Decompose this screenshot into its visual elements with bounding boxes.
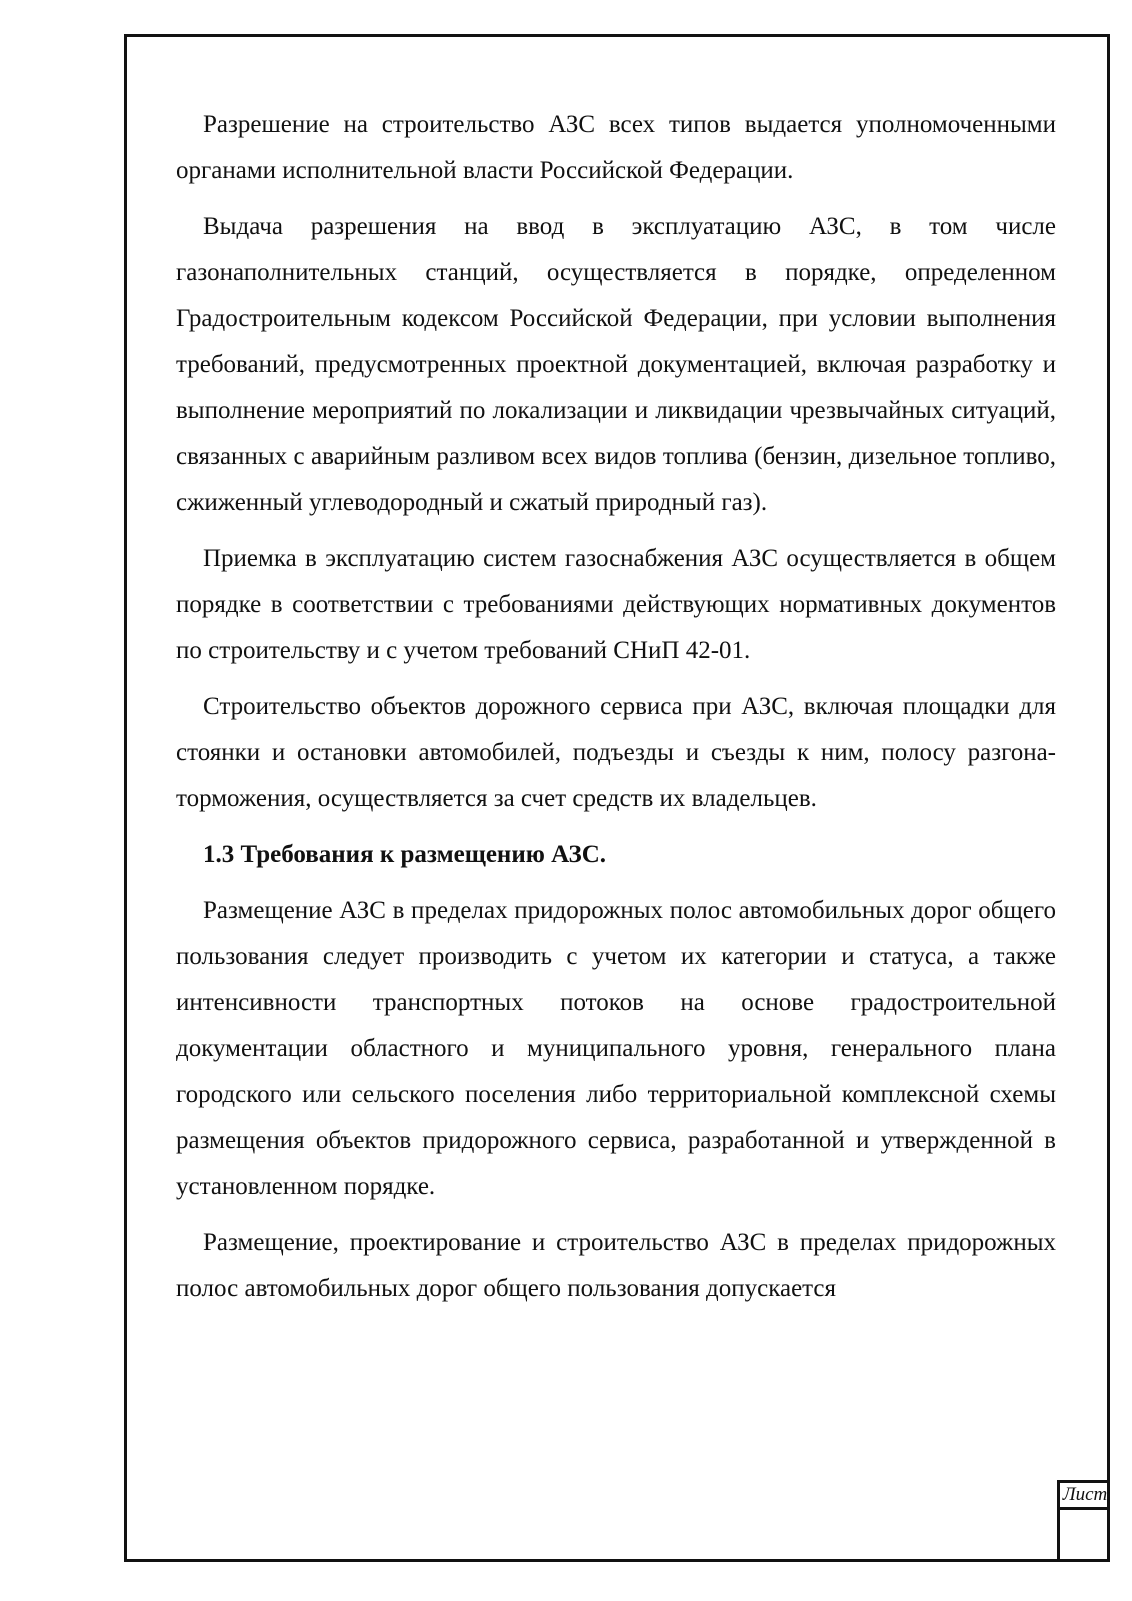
paragraph: Размещение АЗС в пределах придорожных полос автомобильных дорог общего пользования следует производить с учетом их категории и статуса, а также интенсивности транспортных потоков на основе градостроительной документации областного и муниципального уровня, генерального плана городского или сельского поселения либо территориальной комплексной схемы размещения объектов придорожного сервиса, разработанной и утвержденной в установленном порядке. [176, 897, 1056, 1200]
sheet-stamp [1057, 1480, 1110, 1562]
section-heading: 1.3 Требования к размещению АЗС. [203, 841, 607, 868]
paragraph: Строительство объектов дорожного сервиса при АЗС, включая площадки для стоянки и остановки автомобилей, подъезды и съезды к ним, полосу разгона-торможения, осуществляется за счет средств их владельцев. [176, 693, 1056, 812]
paragraph: Выдача разрешения на ввод в эксплуатацию АЗС, в том числе газонаполнительных станций, осуществляется в порядке, определенном Градостроительным кодексом Российской Федерации, при условии выполнения требований, предусмотренных проектной документацией, включая разработку и выполнение мероприятий по локализации и ликвидации чрезвычайных ситуаций, связанных с аварийным разливом всех видов топлива (бензин, дизельное топливо, сжиженный углеводородный и сжатый природный газ). [176, 213, 1056, 516]
document-body [176, 102, 1056, 1322]
paragraph: Размещение, проектирование и строительство АЗС в пределах придорожных полос автомобильных дорог общего пользования допускается [176, 1229, 1056, 1302]
paragraph: Приемка в эксплуатацию систем газоснабжения АЗС осуществляется в общем порядке в соответствии с требованиями действующих нормативных документов по строительству и с учетом требований СНиП 42-01. [176, 545, 1056, 664]
sheet-number [1060, 1510, 1110, 1562]
sheet-label: Лист [1060, 1480, 1110, 1510]
paragraph: Разрешение на строительство АЗС всех типов выдается уполномоченными органами исполнительной власти Российской Федерации. [176, 111, 1056, 184]
